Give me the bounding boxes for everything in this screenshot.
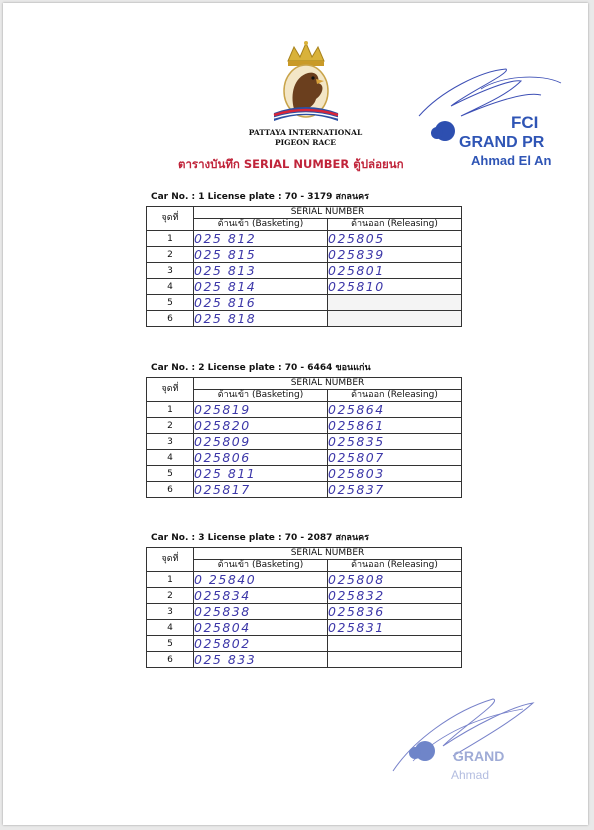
stamp-line-3: Ahmad El An xyxy=(471,153,552,168)
car-2-label: Car No. : 2 License plate : 70 - 6464 ขอนแก่น xyxy=(151,363,371,373)
basketing-serial: 025 815 xyxy=(194,247,328,263)
basketing-serial: 0 25840 xyxy=(194,572,328,588)
point-number: 3 xyxy=(147,604,194,620)
basketing-serial: 025 816 xyxy=(194,295,328,311)
table-row xyxy=(147,295,462,311)
releasing-serial xyxy=(328,636,462,652)
stamp-bottom-line-1: GRAND xyxy=(453,748,505,764)
table-row xyxy=(147,418,462,434)
table-row xyxy=(147,450,462,466)
serial-header: SERIAL NUMBER xyxy=(194,548,462,560)
releasing-serial: 025839 xyxy=(328,247,462,263)
stamp-bottom-line-2: Ahmad xyxy=(451,768,490,782)
table-row xyxy=(147,263,462,279)
basketing-serial: 025802 xyxy=(194,636,328,652)
point-header: จุดที่ xyxy=(147,378,194,402)
document-page xyxy=(3,3,588,825)
releasing-serial: 025836 xyxy=(328,604,462,620)
car-2-table xyxy=(146,377,462,498)
serial-header: SERIAL NUMBER xyxy=(194,378,462,390)
point-number: 5 xyxy=(147,466,194,482)
point-number: 2 xyxy=(147,418,194,434)
organization-name xyxy=(233,128,378,148)
releasing-serial: 025864 xyxy=(328,402,462,418)
point-number: 1 xyxy=(147,231,194,247)
table-row xyxy=(147,247,462,263)
basketing-serial: 025 812 xyxy=(194,231,328,247)
point-number: 5 xyxy=(147,636,194,652)
basketing-serial: 025804 xyxy=(194,620,328,636)
table-row xyxy=(147,588,462,604)
fci-stamp-signature xyxy=(411,61,586,171)
basketing-serial: 025 813 xyxy=(194,263,328,279)
point-number: 6 xyxy=(147,311,194,327)
table-row xyxy=(147,652,462,668)
releasing-serial: 025835 xyxy=(328,434,462,450)
releasing-serial: 025832 xyxy=(328,588,462,604)
table-row xyxy=(147,604,462,620)
point-number: 6 xyxy=(147,652,194,668)
basketing-serial: 025838 xyxy=(194,604,328,620)
stamp-line-2: GRAND PR xyxy=(459,134,545,151)
table-row xyxy=(147,402,462,418)
point-header: จุดที่ xyxy=(147,548,194,572)
point-number: 4 xyxy=(147,450,194,466)
point-header: จุดที่ xyxy=(147,207,194,231)
releasing-serial: 025801 xyxy=(328,263,462,279)
releasing-serial: 025861 xyxy=(328,418,462,434)
car-1-table xyxy=(146,206,462,327)
point-number: 3 xyxy=(147,434,194,450)
releasing-serial xyxy=(328,295,462,311)
org-line-2: PIGEON RACE xyxy=(274,138,336,147)
releasing-serial: 025803 xyxy=(328,466,462,482)
releasing-serial: 025831 xyxy=(328,620,462,636)
releasing-serial: 025807 xyxy=(328,450,462,466)
point-number: 5 xyxy=(147,295,194,311)
basketing-header: ด้านเข้า (Basketing) xyxy=(194,219,328,231)
basketing-serial: 025809 xyxy=(194,434,328,450)
table-row xyxy=(147,572,462,588)
table-row xyxy=(147,620,462,636)
table-row xyxy=(147,311,462,327)
point-number: 1 xyxy=(147,402,194,418)
basketing-serial: 025 818 xyxy=(194,311,328,327)
table-row xyxy=(147,636,462,652)
releasing-serial: 025808 xyxy=(328,572,462,588)
car-3-table xyxy=(146,547,462,668)
releasing-serial xyxy=(328,311,462,327)
basketing-serial: 025817 xyxy=(194,482,328,498)
point-number: 6 xyxy=(147,482,194,498)
point-number: 2 xyxy=(147,247,194,263)
table-row xyxy=(147,466,462,482)
releasing-header: ด้านออก (Releasing) xyxy=(328,560,462,572)
serial-header: SERIAL NUMBER xyxy=(194,207,462,219)
stamp-brand: FCI xyxy=(511,113,539,132)
table-row xyxy=(147,231,462,247)
org-line-1: PATTAYA INTERNATIONAL xyxy=(248,128,363,137)
basketing-serial: 025 814 xyxy=(194,279,328,295)
point-number: 2 xyxy=(147,588,194,604)
basketing-serial: 025820 xyxy=(194,418,328,434)
releasing-header: ด้านออก (Releasing) xyxy=(328,219,462,231)
point-number: 1 xyxy=(147,572,194,588)
basketing-serial: 025819 xyxy=(194,402,328,418)
releasing-serial: 025837 xyxy=(328,482,462,498)
pigeon-crown-logo xyxy=(268,39,344,127)
releasing-serial xyxy=(328,652,462,668)
table-row xyxy=(147,279,462,295)
car-1-label: Car No. : 1 License plate : 70 - 3179 สกลนคร xyxy=(151,192,369,202)
basketing-serial: 025834 xyxy=(194,588,328,604)
fci-stamp-signature-bottom xyxy=(383,691,553,791)
releasing-serial: 025810 xyxy=(328,279,462,295)
basketing-header: ด้านเข้า (Basketing) xyxy=(194,390,328,402)
point-number: 4 xyxy=(147,620,194,636)
basketing-serial: 025806 xyxy=(194,450,328,466)
car-3-label: Car No. : 3 License plate : 70 - 2087 สกลนคร xyxy=(151,533,369,543)
table-row xyxy=(147,482,462,498)
releasing-serial: 025805 xyxy=(328,231,462,247)
basketing-serial: 025 833 xyxy=(194,652,328,668)
basketing-serial: 025 811 xyxy=(194,466,328,482)
releasing-header: ด้านออก (Releasing) xyxy=(328,390,462,402)
point-number: 3 xyxy=(147,263,194,279)
document-title: ตารางบันทึก SERIAL NUMBER ตู้ปล่อยนก xyxy=(178,157,404,171)
point-number: 4 xyxy=(147,279,194,295)
table-row xyxy=(147,434,462,450)
basketing-header: ด้านเข้า (Basketing) xyxy=(194,560,328,572)
